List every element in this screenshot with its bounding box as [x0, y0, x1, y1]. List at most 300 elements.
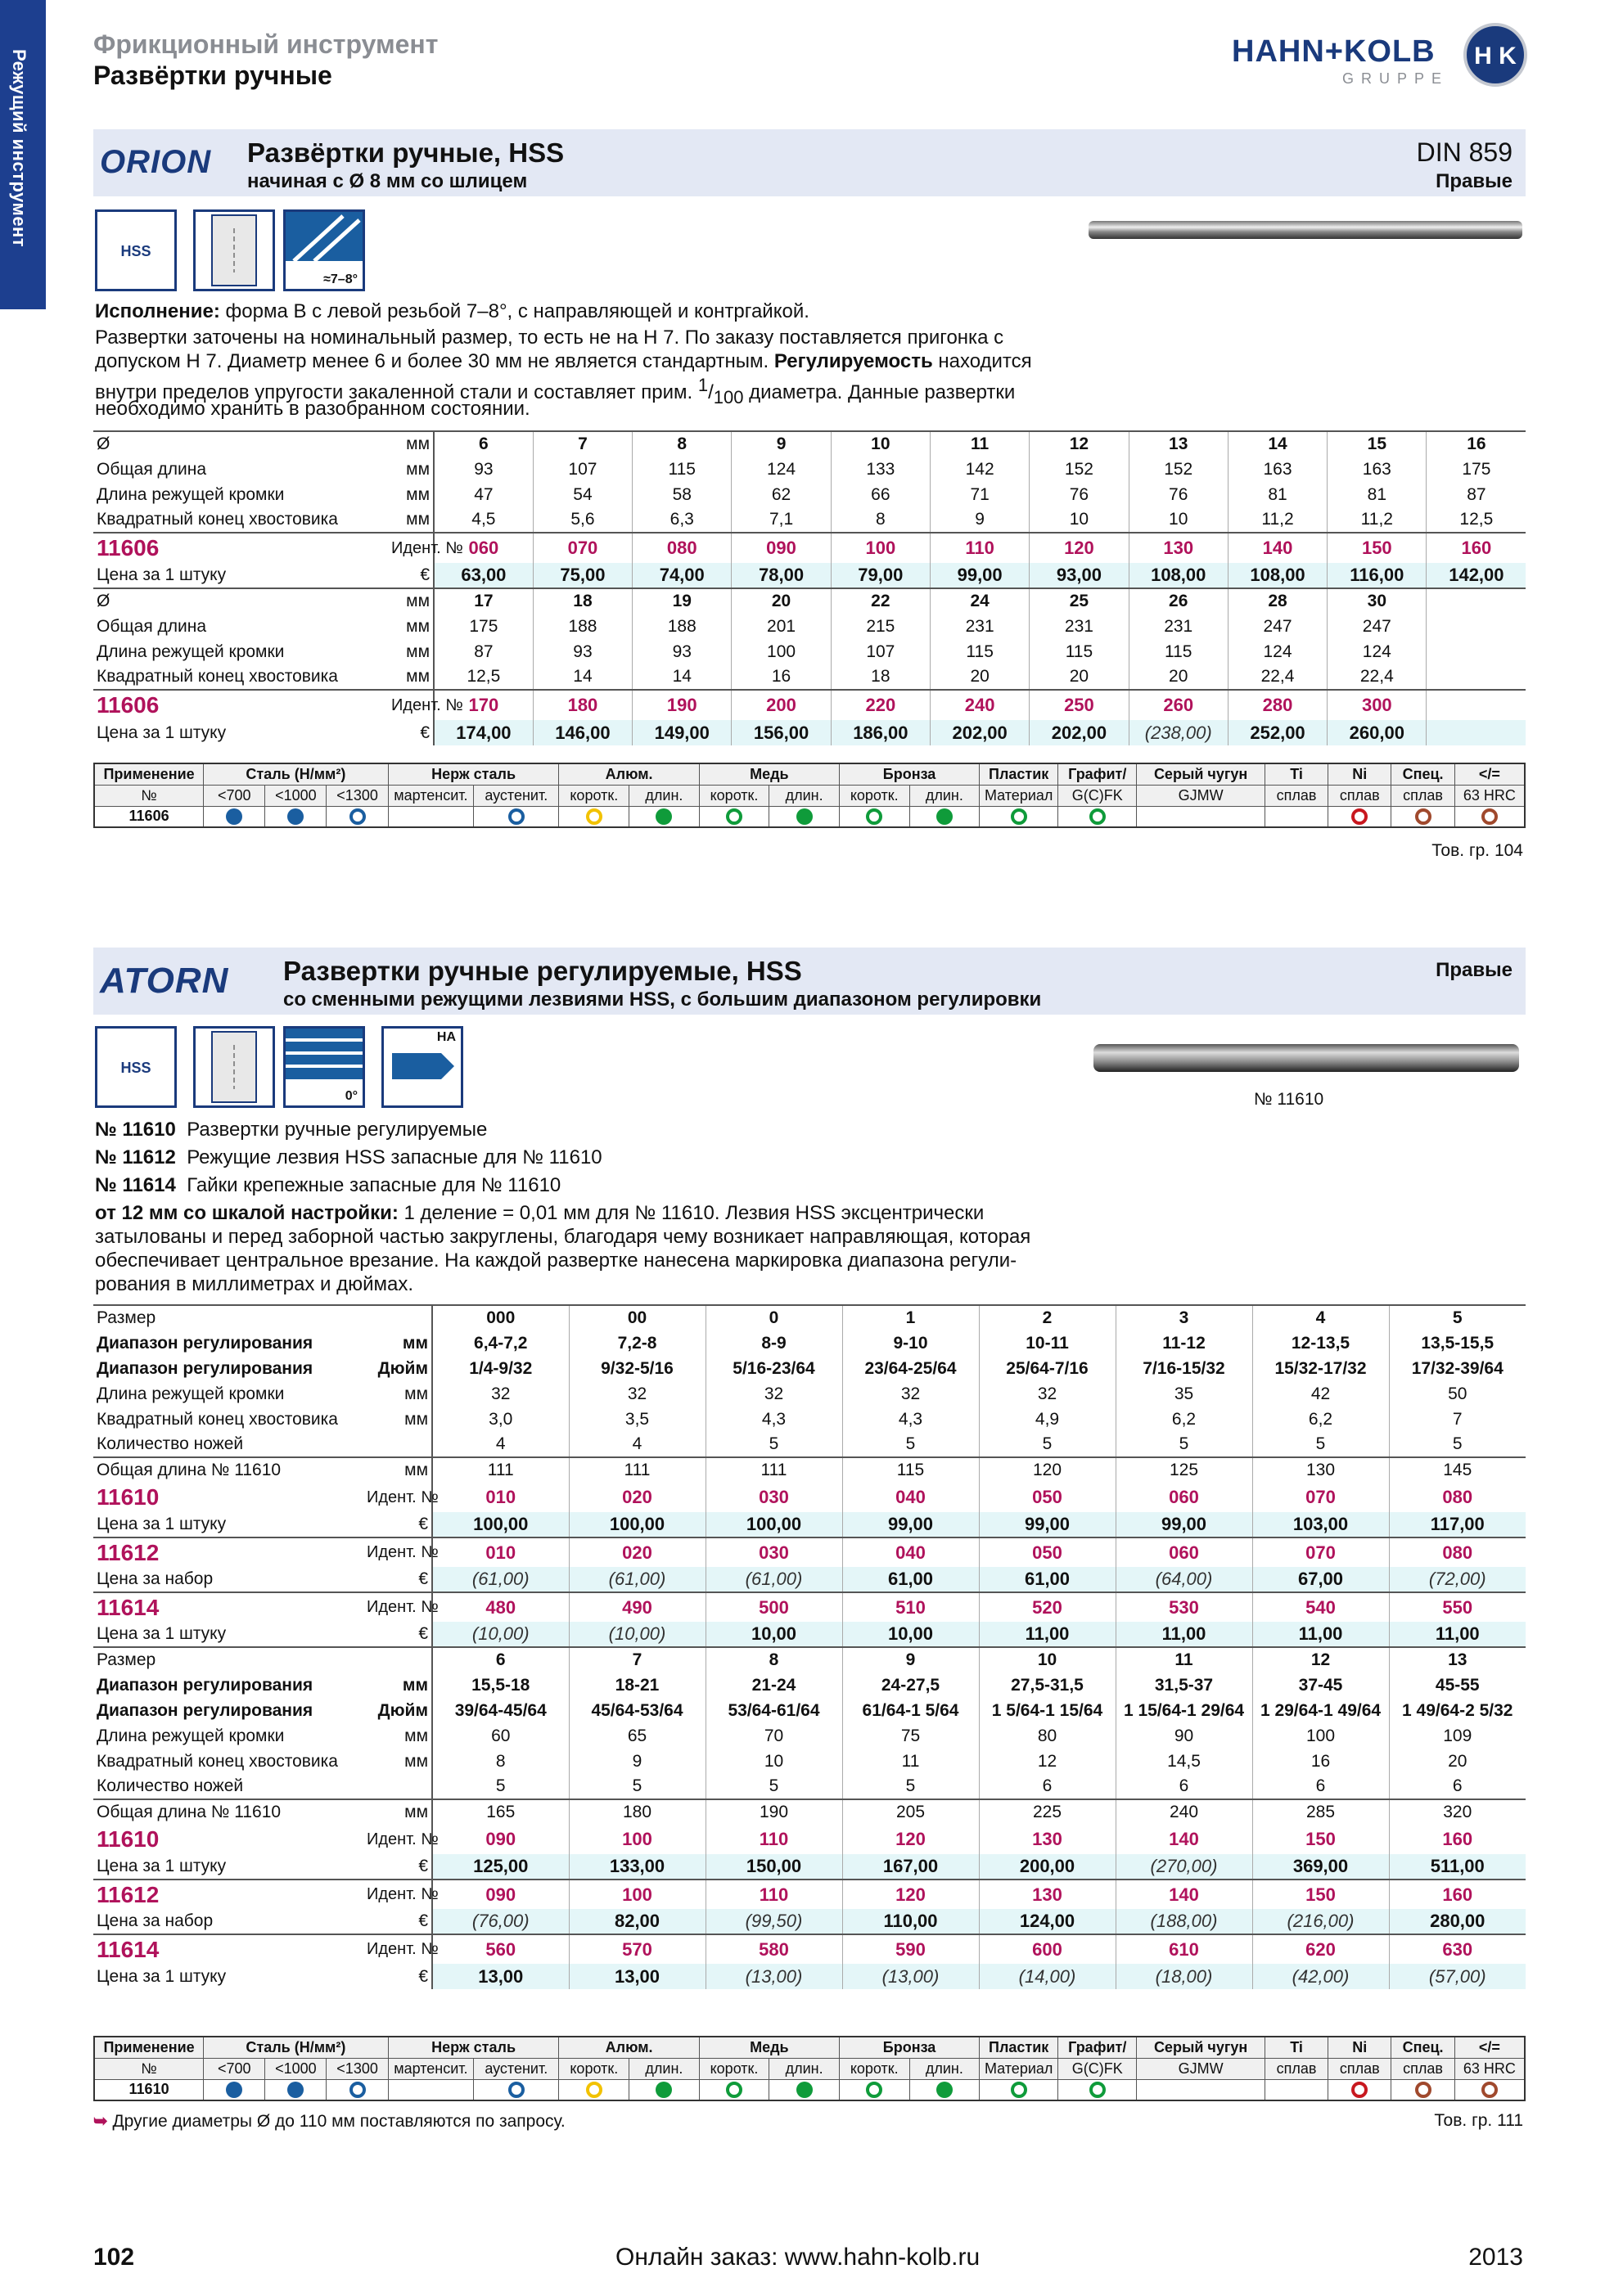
square-end-row-cell: 7,1 — [732, 507, 831, 533]
range-inch-row — [93, 1356, 1526, 1381]
price-11610-row-cell: 99,00 — [979, 1512, 1116, 1537]
length-row-cell: 247 — [1328, 614, 1427, 639]
matrix-header-cell: Алюм. — [559, 2037, 699, 2058]
price-11612-row-unit: € — [363, 1909, 432, 1934]
suitability-dot-icon — [287, 808, 304, 825]
knives-row-cell: 5 — [1389, 1432, 1526, 1457]
diameter-row-cell: 7 — [533, 431, 632, 457]
matrix-dot-cell — [909, 806, 980, 827]
price-row-cell: 174,00 — [434, 720, 533, 745]
brand-logo-sub: GRUPPE — [1342, 70, 1449, 87]
price-row — [93, 563, 1526, 588]
matrix-dot-cell — [204, 806, 265, 827]
matrix-dot-cell — [327, 806, 388, 827]
ident-11614-row-cell: 490 — [569, 1592, 706, 1622]
price-11612-row-cell: (216,00) — [1252, 1909, 1389, 1934]
scale-text: 1 деление = 0,01 мм для № 11610. Лезвия HSS эксцентрически — [398, 1202, 985, 1224]
flute-angle-label: 0° — [345, 1089, 358, 1103]
range-inch-row-cell: 23/64-25/64 — [842, 1356, 979, 1381]
price-11614-row-cell: 10,00 — [842, 1622, 979, 1647]
matrix-header-cell: Бронза — [839, 763, 979, 785]
cutting-length-row-label: Длина режущей кромки — [97, 484, 285, 504]
ident-11612-row — [93, 1537, 1526, 1567]
matrix-dot-cell — [1265, 806, 1328, 827]
ident-11612-row-label: 11612 — [93, 1880, 363, 1909]
matrix-subheader-cell: длин. — [909, 2058, 980, 2079]
range-mm-row-label: Диапазон регулирования — [97, 1333, 313, 1353]
square-end-row-cell: 11 — [842, 1749, 979, 1774]
knives-row-label: Количество ножей — [97, 1434, 244, 1453]
price-11612-row-cell: (99,50) — [706, 1909, 842, 1934]
overall-length-row — [93, 1457, 1526, 1483]
length-row-cell: 215 — [831, 614, 930, 639]
price-11612-row-cell: (72,00) — [1389, 1567, 1526, 1592]
square-end-row-cell: 3,5 — [569, 1407, 706, 1432]
matrix-dot-cell — [980, 2079, 1058, 2100]
matrix-subheader-cell: <700 — [204, 2058, 265, 2079]
knives-row-cell: 4 — [432, 1432, 569, 1457]
cutting-length-row-label: Длина режущей кромки — [97, 1726, 285, 1745]
square-end-row-cell: 4,9 — [979, 1407, 1116, 1432]
cutting-length-row-cell: 124 — [1228, 639, 1327, 664]
matrix-dot-cell — [265, 806, 327, 827]
matrix-subheader-cell: мартенсит. — [388, 785, 473, 806]
matrix-header-cell: Спец. — [1391, 763, 1454, 785]
ident-11614-row-cell: 550 — [1389, 1592, 1526, 1622]
size-row-unit — [363, 1647, 432, 1672]
ident-row — [93, 690, 1526, 720]
price-11614-row — [93, 1964, 1526, 1989]
din-norm: DIN 859 — [1416, 137, 1513, 167]
cutting-length-row-cell: 93 — [633, 639, 732, 664]
overall-length-row-cell: 205 — [842, 1799, 979, 1825]
ident-11610-row-cell: 120 — [842, 1825, 979, 1854]
matrix-dot-cell — [769, 2079, 840, 2100]
price-11610-row-cell: 150,00 — [706, 1854, 842, 1880]
overall-length-row-cell: 320 — [1389, 1799, 1526, 1825]
ident-11614-row-unit: Идент. № — [363, 1934, 432, 1964]
price-11610-row-cell: (270,00) — [1116, 1854, 1252, 1880]
matrix-header-cell: Пластик — [980, 763, 1058, 785]
matrix-subheader-cell: сплав — [1391, 2058, 1454, 2079]
matrix-subheader-cell: G(C)FK — [1058, 785, 1137, 806]
price-11610-row-unit: € — [363, 1854, 432, 1880]
price-row-cell: 93,00 — [1030, 563, 1129, 588]
price-11614-row-cell: 11,00 — [1116, 1622, 1252, 1647]
range-mm-row-label: Диапазон регулирования — [97, 1675, 313, 1695]
ident-row-cell: 130 — [1129, 533, 1228, 563]
item-11610-text: Развертки ручные регулируемые — [187, 1119, 488, 1141]
ident-row-cell: 260 — [1129, 690, 1228, 720]
range-inch-row-label: Диапазон регулирования — [97, 1358, 313, 1378]
range-inch-row-cell: 17/32-39/64 — [1389, 1356, 1526, 1381]
matrix-subheader-cell: коротк. — [839, 2058, 909, 2079]
desc-line-1: Развертки заточены на номинальный размер, то есть не на H 7. По заказу поставляется пригонка с — [95, 326, 1004, 349]
length-row-label: Общая длина — [97, 459, 207, 479]
ident-11610-row-cell: 110 — [706, 1825, 842, 1854]
diameter-row-cell: 25 — [1030, 588, 1129, 614]
scale-line-1 — [95, 1201, 984, 1225]
item-11614-no: № 11614 — [95, 1174, 176, 1196]
ident-11614-row-cell: 630 — [1389, 1934, 1526, 1964]
matrix-header-cell: Ti — [1265, 763, 1328, 785]
square-end-row-cell: 5,6 — [533, 507, 632, 533]
application-matrix-1 — [93, 763, 1526, 828]
ident-11614-row — [93, 1592, 1526, 1622]
square-end-row — [93, 507, 1526, 533]
price-11610-row-cell: 117,00 — [1389, 1512, 1526, 1537]
matrix-subheader-cell: <1000 — [265, 785, 327, 806]
square-end-row-cell: 8 — [432, 1749, 569, 1774]
price-row-cell: 75,00 — [533, 563, 632, 588]
price-row-cell: 202,00 — [1030, 720, 1129, 745]
cutting-length-row-cell: 80 — [979, 1723, 1116, 1749]
suitability-dot-icon — [586, 808, 602, 825]
hss-icon-label: HSS — [120, 243, 151, 259]
range-inch-row-cell: 7/16-15/32 — [1116, 1356, 1252, 1381]
side-tab-label: Режущий инструмент — [9, 49, 29, 248]
price-11612-row-cell: (61,00) — [706, 1567, 842, 1592]
price-11610-row-cell: 103,00 — [1252, 1512, 1389, 1537]
range-mm-row-cell: 24-27,5 — [842, 1672, 979, 1698]
matrix-dot-cell — [839, 2079, 909, 2100]
diameter-row-cell: 14 — [1228, 431, 1327, 457]
ident-11610-row-cell: 050 — [979, 1483, 1116, 1512]
suitability-dot-icon — [726, 808, 742, 825]
matrix-subheader-cell: длин. — [629, 785, 700, 806]
square-end-row-cell: 6,2 — [1116, 1407, 1252, 1432]
size-row-cell: 0 — [706, 1305, 842, 1330]
straight-flute-icon — [283, 1026, 365, 1108]
square-end-row-cell: 8 — [831, 507, 930, 533]
price-row-cell: 186,00 — [831, 720, 930, 745]
overall-length-row-unit: мм — [363, 1799, 432, 1825]
price-11610-row-cell: 125,00 — [432, 1854, 569, 1880]
cutting-length-row — [93, 639, 1526, 664]
price-11612-row-cell: 280,00 — [1389, 1909, 1526, 1934]
price-11614-row-cell: (57,00) — [1389, 1964, 1526, 1989]
price-row-cell: (238,00) — [1129, 720, 1228, 745]
size-row — [93, 1305, 1526, 1330]
length-row-cell: 142 — [930, 457, 1029, 482]
range-inch-row-cell: 1/4-9/32 — [432, 1356, 569, 1381]
matrix-header-cell: Ni — [1328, 763, 1391, 785]
price-row-unit: € — [388, 563, 434, 588]
price-11610-row-label: Цена за 1 штуку — [93, 1854, 363, 1880]
page-title: Развёртки ручные — [93, 61, 332, 90]
ident-row-cell: 070 — [533, 533, 632, 563]
diameter-row — [93, 588, 1526, 614]
year: 2013 — [1468, 2244, 1523, 2271]
matrix-header-cell: Алюм. — [559, 763, 699, 785]
square-end-row-cell: 12,5 — [1427, 507, 1526, 533]
square-end-row-cell: 4,5 — [434, 507, 533, 533]
ident-row — [93, 533, 1526, 563]
matrix-dot-cell — [1454, 2079, 1525, 2100]
ident-11614-row-cell: 590 — [842, 1934, 979, 1964]
price-11614-row-cell: 10,00 — [706, 1622, 842, 1647]
range-mm-row-cell: 9-10 — [842, 1330, 979, 1356]
length-row-cell: 152 — [1030, 457, 1129, 482]
suitability-dot-icon — [1481, 2082, 1498, 2098]
ident-row-cell: 060 — [434, 533, 533, 563]
matrix-dot-cell — [1391, 806, 1454, 827]
suitability-dot-icon — [866, 2082, 882, 2098]
cutting-length-row-cell: 54 — [533, 482, 632, 507]
length-row-cell: 231 — [930, 614, 1029, 639]
overall-length-row-cell: 111 — [706, 1457, 842, 1483]
diameter-row-cell: 24 — [930, 588, 1029, 614]
cutting-length-row-label: Длина режущей кромки — [97, 1384, 285, 1403]
ident-11614-row-cell: 530 — [1116, 1592, 1252, 1622]
square-end-row-cell: 11,2 — [1228, 507, 1327, 533]
range-inch-row-cell: 25/64-7/16 — [979, 1356, 1116, 1381]
knives-row-cell: 5 — [842, 1774, 979, 1799]
ident-11614-row-cell: 600 — [979, 1934, 1116, 1964]
ident-row-unit: Идент. № — [388, 690, 434, 720]
scale-line-2: затылованы и перед заборной частью закруглены, благодаря чему возникает направляющая, которая — [95, 1226, 1031, 1248]
page-number: 102 — [93, 2244, 135, 2271]
range-inch-row-unit: Дюйм — [363, 1356, 432, 1381]
matrix-dot-cell — [388, 2079, 473, 2100]
size-row — [93, 1647, 1526, 1672]
price-11610-row-label: Цена за 1 штуку — [93, 1512, 363, 1537]
length-row-label: Общая длина — [97, 616, 207, 636]
cutting-length-row-cell: 109 — [1389, 1723, 1526, 1749]
price-row-cell: 79,00 — [831, 563, 930, 588]
cutting-length-row-unit: мм — [363, 1723, 432, 1749]
matrix-header-cell: Графит/ — [1058, 763, 1137, 785]
overall-length-row-cell: 285 — [1252, 1799, 1389, 1825]
range-mm-row-cell: 37-45 — [1252, 1672, 1389, 1698]
price-11614-row-label: Цена за 1 штуку — [93, 1964, 363, 1989]
brand-mark-letters: H K — [1474, 43, 1517, 70]
note-text: Другие диаметры Ø до 110 мм поставляются по запросу. — [112, 2112, 566, 2131]
square-end-row-unit: мм — [388, 664, 434, 690]
ident-11612-row-cell: 090 — [432, 1880, 569, 1909]
cutting-length-row-cell: 66 — [831, 482, 930, 507]
cutting-length-row-cell: 32 — [979, 1381, 1116, 1407]
scale-label: от 12 мм со шкалой настройки: — [95, 1202, 399, 1224]
cutting-length-row-cell: 32 — [569, 1381, 706, 1407]
square-end-row-cell: 4,3 — [842, 1407, 979, 1432]
ident-11614-row-cell: 510 — [842, 1592, 979, 1622]
matrix-header-cell: Графит/ — [1058, 2037, 1137, 2058]
matrix-dot-cell — [1058, 806, 1137, 827]
length-row-cell: 163 — [1228, 457, 1327, 482]
price-11614-row-unit: € — [363, 1964, 432, 1989]
square-end-row-cell: 11,2 — [1328, 507, 1427, 533]
matrix-header-cell: Ni — [1328, 2037, 1391, 2058]
ident-11612-row-cell: 010 — [432, 1537, 569, 1567]
ident-11610-row-unit: Идент. № — [363, 1825, 432, 1854]
cutting-length-row-cell: 115 — [1129, 639, 1228, 664]
ident-row-cell: 120 — [1030, 533, 1129, 563]
price-row-cell: 202,00 — [930, 720, 1029, 745]
suitability-dot-icon — [726, 2082, 742, 2098]
ident-row-cell: 110 — [930, 533, 1029, 563]
price-11614-row-cell: 13,00 — [569, 1964, 706, 1989]
cutting-length-row-label: Длина режущей кромки — [97, 642, 285, 661]
price-11614-row-cell: 13,00 — [432, 1964, 569, 1989]
cutting-length-row-cell: 107 — [831, 639, 930, 664]
cutting-length-row-cell: 50 — [1389, 1381, 1526, 1407]
diameter-row-cell: 16 — [1427, 431, 1526, 457]
suitability-dot-icon — [1415, 808, 1431, 825]
desc-line-4: необходимо хранить в разобранном состоянии. — [95, 398, 530, 420]
cutting-length-row-cell: 32 — [432, 1381, 569, 1407]
range-mm-row-cell: 15,5-18 — [432, 1672, 569, 1698]
section2-title: Развертки ручные регулируемые, HSS — [283, 956, 802, 986]
size-row-cell: 8 — [706, 1647, 842, 1672]
exec-label: Исполнение: — [95, 300, 220, 322]
price-row — [93, 720, 1526, 745]
length-row-cell: 201 — [732, 614, 831, 639]
matrix-header-row — [94, 763, 1525, 785]
diameter-row-cell: 28 — [1228, 588, 1327, 614]
matrix-dot-cell — [474, 806, 559, 827]
ident-11614-row-cell: 540 — [1252, 1592, 1389, 1622]
price-11612-row-cell: (76,00) — [432, 1909, 569, 1934]
order-link[interactable]: Онлайн заказ: www.hahn-kolb.ru — [615, 2244, 981, 2271]
overall-length-row-label: Общая длина № 11610 — [93, 1457, 363, 1483]
cutting-length-row-cell: 32 — [706, 1381, 842, 1407]
price-11610-row-cell: 99,00 — [842, 1512, 979, 1537]
range-inch-row-cell: 61/64-1 5/64 — [842, 1698, 979, 1723]
desc-2b: Регулируемость — [773, 350, 933, 372]
ident-11614-row — [93, 1934, 1526, 1964]
square-end-row-cell: 3,0 — [432, 1407, 569, 1432]
suitability-dot-icon — [656, 2082, 672, 2098]
desc-3d: 100 — [713, 386, 744, 407]
desc-3e: диаметра. Данные развертки — [743, 381, 1016, 403]
matrix-subheader-row — [94, 785, 1525, 806]
shank-icon — [193, 209, 275, 291]
knives-row-unit — [363, 1774, 432, 1799]
ident-11610-row — [93, 1483, 1526, 1512]
overall-length-row-cell: 125 — [1116, 1457, 1252, 1483]
matrix-subheader-cell: мартенсит. — [388, 2058, 473, 2079]
knives-row-cell: 6 — [1389, 1774, 1526, 1799]
price-11610-row-cell: 200,00 — [979, 1854, 1116, 1880]
price-11614-row-cell: (18,00) — [1116, 1964, 1252, 1989]
matrix-subheader-cell: 63 HRC — [1454, 785, 1525, 806]
size-row-cell: 3 — [1116, 1305, 1252, 1330]
ident-11612-row-unit: Идент. № — [363, 1537, 432, 1567]
knives-row-cell: 6 — [1252, 1774, 1389, 1799]
knives-row-cell: 6 — [1116, 1774, 1252, 1799]
matrix-article: 11606 — [94, 806, 204, 827]
ident-11614-row-unit: Идент. № — [363, 1592, 432, 1622]
matrix-header-cell: Медь — [699, 763, 839, 785]
side-tab — [0, 0, 46, 309]
section2-product-group: Тов. гр. 111 — [1434, 2111, 1523, 2130]
desc-line-2 — [95, 349, 1032, 373]
matrix-header-cell: Применение — [94, 763, 204, 785]
ident-row-cell: 170 — [434, 690, 533, 720]
range-inch-row-cell: 15/32-17/32 — [1252, 1356, 1389, 1381]
range-mm-row-cell: 27,5-31,5 — [979, 1672, 1116, 1698]
length-row — [93, 457, 1526, 482]
desc-3a: внутри пределов упругости закаленной стали и составляет прим. — [95, 381, 698, 403]
price-11612-row-cell: 67,00 — [1252, 1567, 1389, 1592]
ident-row-cell: 100 — [831, 533, 930, 563]
reamer-image — [1089, 221, 1522, 239]
suitability-dot-icon — [1415, 2082, 1431, 2098]
price-11610-row-cell: 167,00 — [842, 1854, 979, 1880]
size-row-label: Размер — [93, 1305, 363, 1330]
item-11610-line — [95, 1118, 487, 1141]
cutting-length-row-cell: 100 — [732, 639, 831, 664]
suitability-dot-icon — [349, 808, 366, 825]
diameter-row-cell: 18 — [533, 588, 632, 614]
ident-11610-row-cell: 100 — [569, 1825, 706, 1854]
size-row-unit — [363, 1305, 432, 1330]
matrix-dot-cell — [204, 2079, 265, 2100]
range-inch-row-label: Диапазон регулирования — [97, 1700, 313, 1720]
price-11614-row-cell: (13,00) — [706, 1964, 842, 1989]
range-mm-row-cell: 7,2-8 — [569, 1330, 706, 1356]
price-11612-row-cell: 61,00 — [979, 1567, 1116, 1592]
scale-line-4: рования в миллиметрах и дюймах. — [95, 1273, 413, 1295]
cutting-length-row — [93, 482, 1526, 507]
square-end-row-cell: 12,5 — [434, 664, 533, 690]
suitability-dot-icon — [796, 808, 813, 825]
matrix-subheader-cell: GJMW — [1137, 785, 1265, 806]
range-inch-row-cell: 9/32-5/16 — [569, 1356, 706, 1381]
size-row-cell: 1 — [842, 1305, 979, 1330]
suitability-dot-icon — [1351, 808, 1368, 825]
overall-length-row — [93, 1799, 1526, 1825]
matrix-dot-cell — [980, 806, 1058, 827]
ha-shank-icon — [381, 1026, 463, 1108]
range-inch-row-cell: 1 15/64-1 29/64 — [1116, 1698, 1252, 1723]
cutting-length-row-cell: 87 — [1427, 482, 1526, 507]
matrix-subheader-cell: <1300 — [327, 2058, 388, 2079]
matrix-header-cell: Серый чугун — [1137, 2037, 1265, 2058]
suitability-dot-icon — [508, 808, 525, 825]
length-row-cell: 175 — [1427, 457, 1526, 482]
price-11612-row-unit: € — [363, 1567, 432, 1592]
square-end-row-unit: мм — [363, 1749, 432, 1774]
ident-11614-row-cell: 610 — [1116, 1934, 1252, 1964]
matrix-subheader-cell: 63 HRC — [1454, 2058, 1525, 2079]
item-11614-line — [95, 1173, 561, 1197]
suitability-dot-icon — [226, 2082, 242, 2098]
matrix-subheader-cell: коротк. — [559, 2058, 629, 2079]
square-end-row-cell: 14 — [533, 664, 632, 690]
cutting-length-row-cell: 115 — [930, 639, 1029, 664]
knives-row-label: Количество ножей — [97, 1776, 244, 1795]
cutting-length-row-cell: 75 — [842, 1723, 979, 1749]
application-matrix-2 — [93, 2036, 1526, 2101]
section2-band — [93, 948, 1526, 1015]
square-end-row-label: Квадратный конец хвостовика — [97, 1751, 338, 1771]
knives-row-unit — [363, 1432, 432, 1457]
ident-11612-row-cell: 150 — [1252, 1880, 1389, 1909]
matrix-header-cell: Ti — [1265, 2037, 1328, 2058]
matrix-subheader-cell: сплав — [1265, 785, 1328, 806]
square-end-row-cell: 20 — [1030, 664, 1129, 690]
price-11612-row — [93, 1567, 1526, 1592]
price-11612-row — [93, 1909, 1526, 1934]
ident-row-label: 11606 — [93, 533, 388, 563]
square-end-row-cell: 16 — [732, 664, 831, 690]
matrix-subheader-cell: аустенит. — [474, 2058, 559, 2079]
exec-line — [95, 299, 809, 323]
item-11610-no: № 11610 — [95, 1119, 176, 1141]
range-mm-row — [93, 1330, 1526, 1356]
